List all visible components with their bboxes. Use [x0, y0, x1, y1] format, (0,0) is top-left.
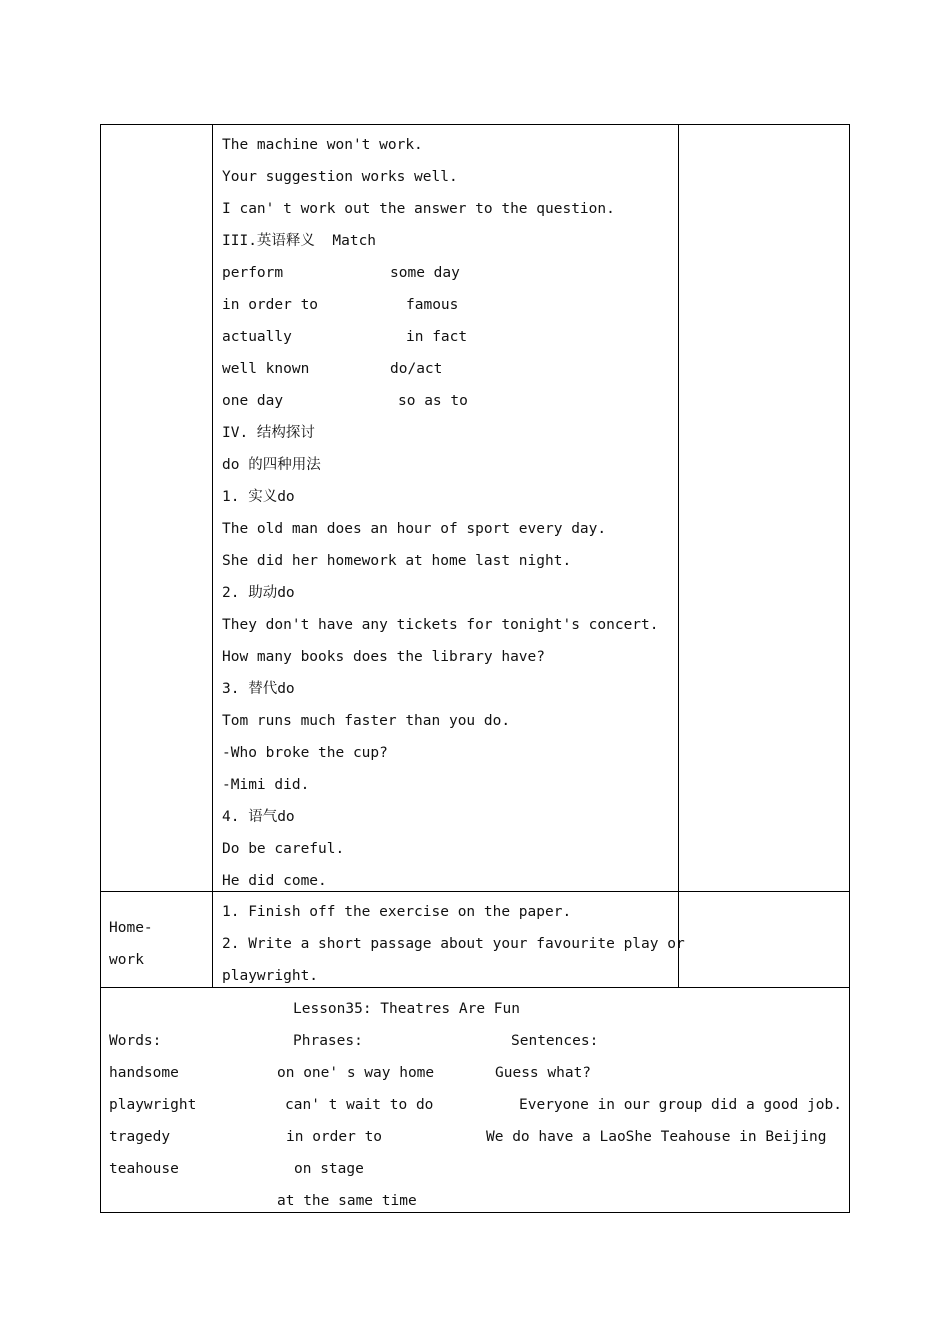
sentence-item: Guess what?	[495, 1065, 592, 1081]
sentence-item: Everyone in our group did a good job.	[519, 1097, 843, 1113]
structure-line: -Mimi did.	[222, 777, 310, 793]
structure-line: 2. 助动do	[222, 585, 295, 601]
word-item: tragedy	[109, 1129, 171, 1145]
structure-line: Tom runs much faster than you do.	[222, 713, 511, 729]
match-left-item: in order to	[222, 297, 319, 313]
table-bottom-border	[100, 1212, 850, 1213]
notes-line: Your suggestion works well.	[222, 169, 458, 185]
match-right-item: famous	[406, 297, 459, 313]
structure-line: -Who broke the cup?	[222, 745, 388, 761]
structure-line: Do be careful.	[222, 841, 345, 857]
structure-line: He did come.	[222, 873, 327, 889]
table-left-border	[100, 124, 101, 1213]
words-header: Words:	[109, 1033, 162, 1049]
structure-line: do 的四种用法	[222, 457, 321, 473]
match-right-item: in fact	[406, 329, 468, 345]
match-left-item: well known	[222, 361, 310, 377]
structure-line: They don't have any tickets for tonight's concert.	[222, 617, 659, 633]
structure-line: 3. 替代do	[222, 681, 295, 697]
phrase-item: in order to	[286, 1129, 383, 1145]
match-right-item: some day	[390, 265, 460, 281]
phrase-item: at the same time	[277, 1193, 417, 1209]
match-left-item: one day	[222, 393, 284, 409]
match-left-item: perform	[222, 265, 284, 281]
column-divider-1	[212, 124, 213, 988]
match-heading: III.英语释义 Match	[222, 233, 377, 249]
phrase-item: on stage	[294, 1161, 364, 1177]
structure-line: 1. 实义do	[222, 489, 295, 505]
homework-label: Home-	[109, 920, 153, 936]
match-right-item: do/act	[390, 361, 443, 377]
homework-label: work	[109, 952, 144, 968]
structure-line: She did her homework at home last night.	[222, 553, 572, 569]
notes-line: I can' t work out the answer to the question.	[222, 201, 615, 217]
column-divider-2	[678, 124, 679, 988]
homework-item: 2. Write a short passage about your favourite play or	[222, 936, 685, 952]
homework-item: 1. Finish off the exercise on the paper.	[222, 904, 572, 920]
sentences-header: Sentences:	[511, 1033, 599, 1049]
word-item: handsome	[109, 1065, 179, 1081]
summary-title: Lesson35: Theatres Are Fun	[293, 1001, 520, 1017]
match-left-item: actually	[222, 329, 292, 345]
sentence-item: We do have a LaoShe Teahouse in Beijing	[486, 1129, 827, 1145]
structure-line: The old man does an hour of sport every day.	[222, 521, 607, 537]
word-item: teahouse	[109, 1161, 179, 1177]
word-item: playwright	[109, 1097, 197, 1113]
table-right-border	[849, 124, 850, 1213]
phrase-item: on one' s way home	[277, 1065, 435, 1081]
notes-line: The machine won't work.	[222, 137, 423, 153]
homework-item: playwright.	[222, 968, 319, 984]
structure-line: 4. 语气do	[222, 809, 295, 825]
match-right-item: so as to	[398, 393, 468, 409]
structure-heading: IV. 结构探讨	[222, 425, 315, 441]
structure-line: How many books does the library have?	[222, 649, 546, 665]
phrase-item: can' t wait to do	[285, 1097, 434, 1113]
phrases-header: Phrases:	[293, 1033, 363, 1049]
